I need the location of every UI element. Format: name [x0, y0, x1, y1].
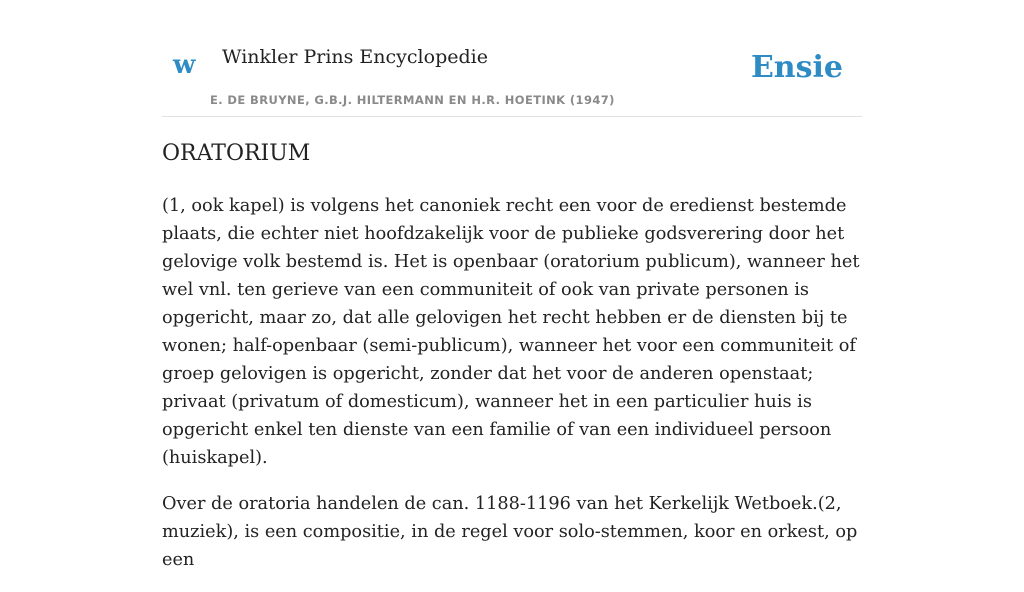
- article-title: ORATORIUM: [162, 141, 311, 166]
- encyclopedia-title[interactable]: Winkler Prins Encyclopedie: [222, 46, 488, 68]
- site-header: [162, 0, 862, 117]
- winkler-prins-logo-icon[interactable]: w: [173, 50, 196, 80]
- article-paragraph: (1, ook kapel) is volgens het canoniek recht een voor de eredienst bestemde plaats, die echter niet hoofdzakelijk voor de publieke godsverering door het gelovige volk bestemd is. Het is openbaar (oratorium publicum), wanneer het wel vnl. ten gerieve van een communiteit of ook van private personen is opgericht, maar zo, dat alle gelovigen het recht hebben er de diensten bij te wonen; half-openbaar (semi-publicum), wanneer het voor een communiteit of groep gelovigen is opgericht, zonder dat het voor de anderen openstaat; privaat (privatum of domesticum), wanneer het in een particulier huis is opgericht enkel ten dienste van een familie of van een individueel persoon (huiskapel).: [162, 196, 860, 468]
- ensie-brand-logo[interactable]: Ensie: [750, 50, 843, 85]
- article-paragraph: Over de oratoria handelen de can. 1188-1196 van het Kerkelijk Wetboek.(2, muziek), is een compositie, in de regel voor solo-stemmen, koor en orkest, op een: [162, 494, 858, 570]
- encyclopedia-authors: E. DE BRUYNE, G.B.J. HILTERMANN EN H.R. HOETINK (1947): [210, 93, 615, 107]
- article-body: [162, 192, 862, 592]
